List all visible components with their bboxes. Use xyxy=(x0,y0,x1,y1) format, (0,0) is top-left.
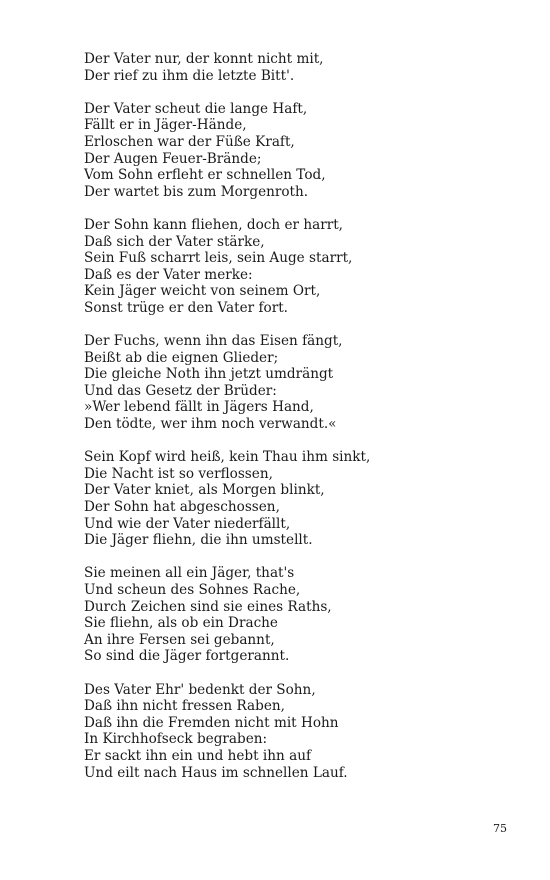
verse-line: Kein Jäger weicht von seinem Ort, xyxy=(84,283,321,300)
verse-line: Sonst trüge er den Vater fort. xyxy=(84,299,288,316)
verse-line: Der Sohn kann fliehen, doch er harrt, xyxy=(84,216,343,233)
page-number: 75 xyxy=(493,822,507,835)
verse-line: Der Augen Feuer-Brände; xyxy=(84,150,262,167)
verse-line: Und eilt nach Haus im schnellen Lauf. xyxy=(84,764,348,781)
verse-line: An ihre Fersen sei gebannt, xyxy=(84,631,275,648)
verse-line: Des Vater Ehr' bedenkt der Sohn, xyxy=(84,681,316,698)
verse-line: Die Nacht ist so verflossen, xyxy=(84,465,273,482)
verse-line: Der wartet bis zum Morgenroth. xyxy=(84,183,309,200)
stanza xyxy=(84,101,504,201)
verse-line: Er sackt ihn ein und hebt ihn auf xyxy=(84,747,311,764)
verse-line: Durch Zeichen sind sie eines Raths, xyxy=(84,598,332,615)
verse-line: Vom Sohn erfleht er schnellen Tod, xyxy=(84,167,326,184)
verse-line: Und das Gesetz der Brüder: xyxy=(84,382,277,399)
stanza xyxy=(84,333,504,433)
verse-line: Der Fuchs, wenn ihn das Eisen fängt, xyxy=(84,333,343,350)
verse-line: In Kirchhofseck begraben: xyxy=(84,731,268,748)
verse-line: »Wer lebend fällt in Jägers Hand, xyxy=(84,399,314,416)
verse-line: Daß ihn nicht fressen Raben, xyxy=(84,698,285,715)
stanza xyxy=(84,449,504,549)
verse-line: Der Sohn hat abgeschossen, xyxy=(84,499,280,516)
verse-line: Den tödte, wer ihm noch verwandt.« xyxy=(84,416,337,433)
verse-line: Sie meinen all ein Jäger, that's xyxy=(84,565,295,582)
verse-line: Sie fliehn, als ob ein Drache xyxy=(84,615,278,632)
verse-line: So sind die Jäger fortgerannt. xyxy=(84,648,290,665)
verse-line: Fällt er in Jäger-Hände, xyxy=(84,117,247,134)
verse-line: Und wie der Vater niederfällt, xyxy=(84,515,291,532)
poem-body xyxy=(84,51,504,798)
verse-line: Sein Kopf wird heiß, kein Thau ihm sinkt, xyxy=(84,449,371,466)
verse-line: Daß ihn die Fremden nicht mit Hohn xyxy=(84,714,339,731)
stanza xyxy=(84,51,504,84)
verse-line: Und scheun des Sohnes Rache, xyxy=(84,582,301,598)
verse-line: Die Jäger fliehn, die ihn umstellt. xyxy=(84,532,313,549)
verse-line: Daß sich der Vater stärke, xyxy=(84,233,265,250)
stanza xyxy=(84,217,504,317)
verse-line: Die gleiche Noth ihn jetzt umdrängt xyxy=(84,366,334,383)
verse-line: Sein Fuß scharrt leis, sein Auge starrt, xyxy=(84,250,353,267)
stanza xyxy=(84,565,504,665)
verse-line: Der Vater kniet, als Morgen blinkt, xyxy=(84,482,325,499)
verse-line: Daß es der Vater merke: xyxy=(84,266,253,283)
verse-line: Erloschen war der Füße Kraft, xyxy=(84,133,295,150)
verse-line: Beißt ab die eignen Glieder; xyxy=(84,349,279,366)
verse-line: Der rief zu ihm die letzte Bitt'. xyxy=(84,67,295,84)
verse-line: Der Vater nur, der konnt nicht mit, xyxy=(84,51,324,67)
verse-line: Der Vater scheut die lange Haft, xyxy=(84,100,308,117)
stanza xyxy=(84,682,504,782)
